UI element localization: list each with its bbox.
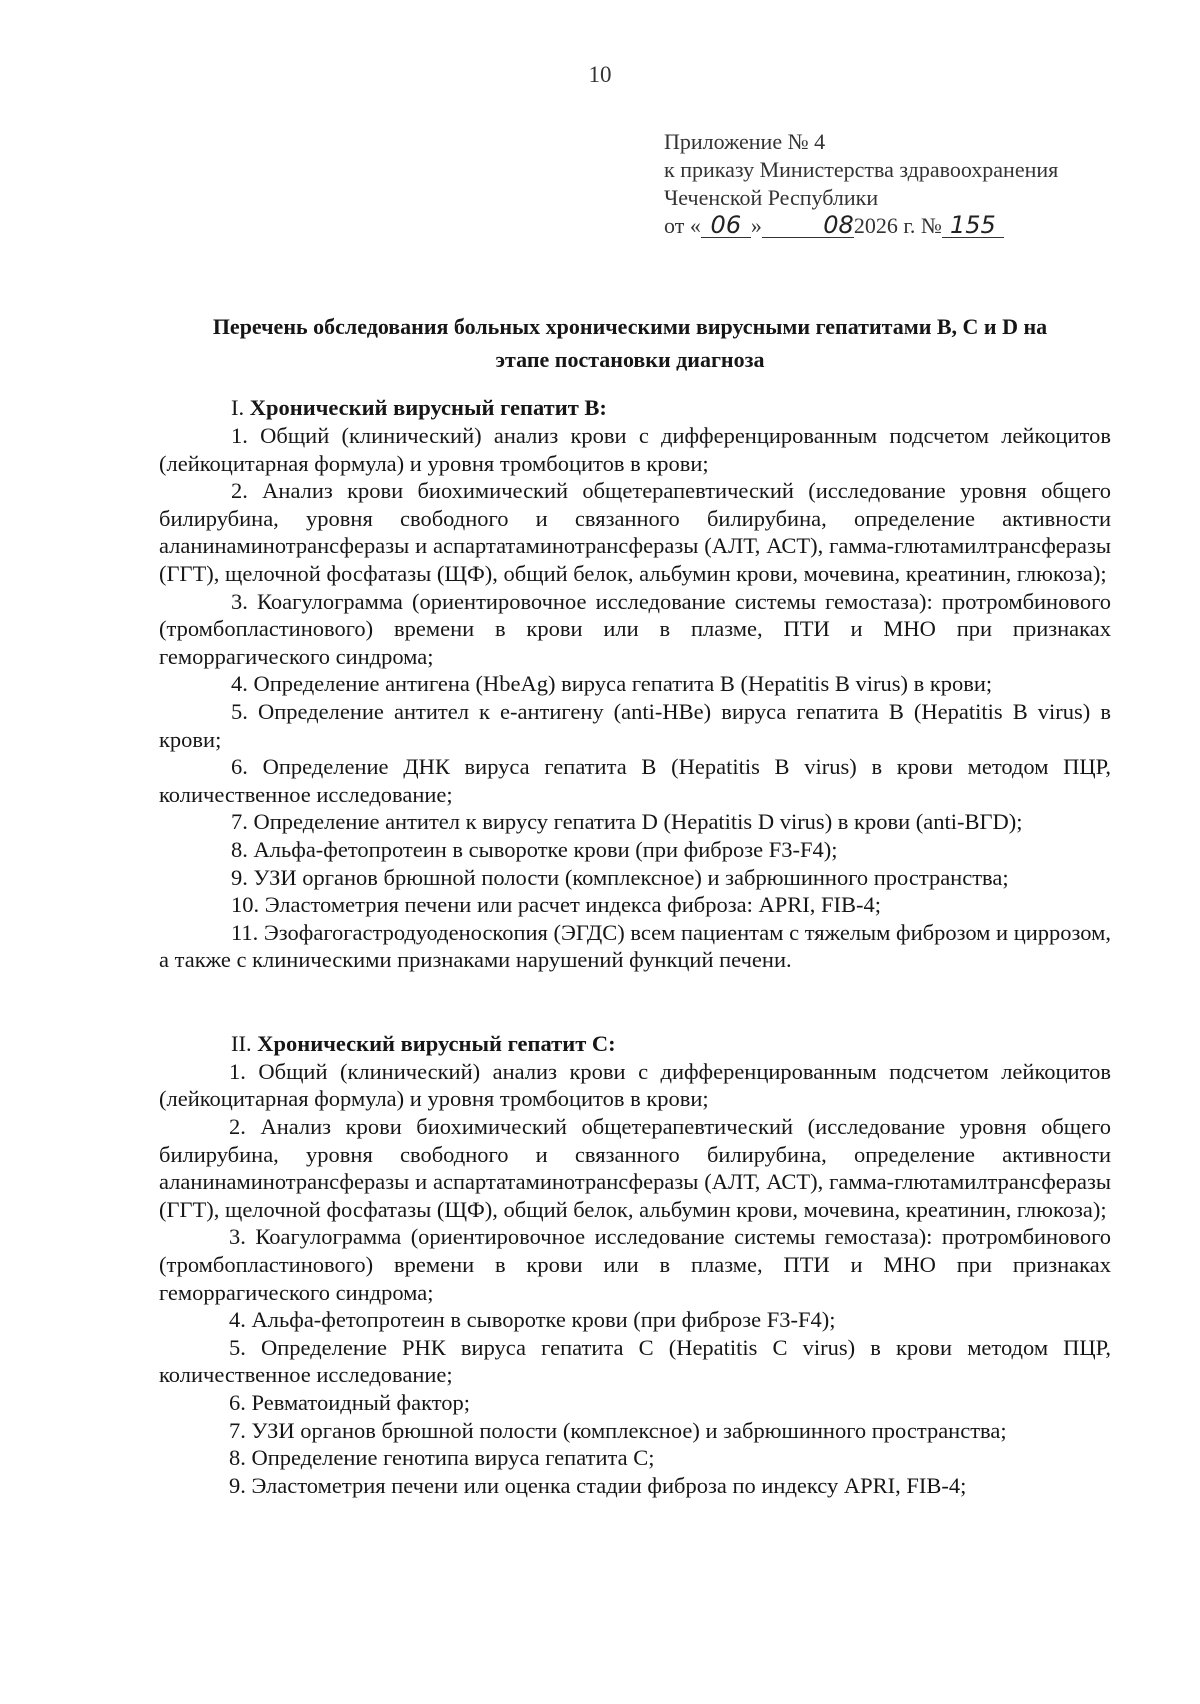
section-2-item-3: 3. Коагулограмма (ориентировочное исследование системы гемостаза): протромбинового (тромбопластинового) времени в крови или в плазме, ПТИ и МНО при признаках геморрагического синдрома; — [159, 1224, 1111, 1305]
section-1-item-10: 10. Эластометрия печени или расчет индекса фиброза: APRI, FIB-4; — [231, 892, 882, 918]
section-2-item-8: 8. Определение генотипа вируса гепатита С; — [229, 1445, 655, 1471]
handwritten-month: 08 — [762, 213, 854, 238]
section-2-item-9: 9. Эластометрия печени или оценка стадии фиброза по индексу APRI, FIB-4; — [229, 1472, 967, 1498]
section-2-item-4: 4. Альфа-фетопротеин в сыворотке крови (при фиброзе F3-F4); — [229, 1307, 836, 1333]
section-1-item-3: 3. Коагулограмма (ориентировочное исследование системы гемостаза): протромбинового (тромбопластинового) времени в крови или в плазме, ПТИ и МНО при признаках геморрагического синдрома; — [159, 588, 1111, 669]
section-1-item-9: 9. УЗИ органов брюшной полости (комплексное) и забрюшинного пространства; — [231, 864, 1009, 890]
section-2-item-2: 2. Анализ крови биохимический общетерапевтический (исследование уровня общего билирубина, уровня свободного и связанного билирубина, определение активности аланинаминотрансферазы и аспартатаминотрансферазы (АЛТ, АСТ), гамма-глютамилтрансферазы (ГГТ), щелочной фосфатазы (ЩФ), общий белок, альбумин крови, мочевина, креатинин, глюкоза); — [159, 1114, 1111, 1222]
appendix-region-line: Чеченской Республики — [664, 185, 879, 210]
section-spacer — [159, 974, 1111, 1030]
handwritten-day: 06 — [701, 213, 751, 238]
section-2 — [159, 1030, 1111, 1500]
document-body — [159, 394, 1111, 1499]
appendix-block — [664, 128, 1058, 240]
page-number: 10 — [588, 62, 612, 87]
section-1-title: Хронический вирусный гепатит В: — [249, 395, 607, 420]
section-1-item-7: 7. Определение антител к вирусу гепатита D (Hepatitis D virus) в крови (anti-ВГD); — [231, 809, 1023, 835]
appendix-order-line: к приказу Министерства здравоохранения — [664, 157, 1059, 182]
section-1-number: I. — [231, 395, 245, 420]
section-1-item-1: 1. Общий (клинический) анализ крови с дифференцированным подсчетом лейкоцитов (лейкоцитарная формула) и уровня тромбоцитов в крови; — [159, 423, 1111, 476]
appendix-date-line — [664, 212, 1058, 240]
section-2-title: Хронический вирусный гепатит С: — [257, 1030, 616, 1056]
section-2-item-5: 5. Определение РНК вируса гепатита С (Hepatitis C virus) в крови методом ПЦР, количественное исследование; — [159, 1334, 1111, 1388]
handwritten-number: 155 — [942, 213, 1004, 238]
section-2-item-6: 6. Ревматоидный фактор; — [229, 1390, 471, 1415]
section-2-item-7: 7. УЗИ органов брюшной полости (комплексное) и забрюшинного пространства; — [229, 1417, 1007, 1443]
section-2-item-1: 1. Общий (клинический) анализ крови с дифференцированным подсчетом лейкоцитов (лейкоцитарная формула) и уровня тромбоцитов в крови; — [159, 1058, 1111, 1112]
appendix-title: Приложение № 4 — [664, 129, 826, 154]
date-mid: » — [750, 213, 762, 238]
section-1-item-2: 2. Анализ крови биохимический общетерапевтический (исследование уровня общего билирубина, уровня свободного и связанного билирубина, определение активности аланинаминотрансферазы и аспартатаминотрансферазы (АЛТ, АСТ), гамма-глютамилтрансферазы (ГГТ), щелочной фосфатазы (ЩФ), общий белок, альбумин крови, мочевина, креатинин, глюкоза); — [159, 478, 1111, 586]
document-title — [150, 310, 1110, 376]
section-2-number: II. — [231, 1030, 252, 1056]
section-1-item-4: 4. Определение антигена (HbeAg) вируса гепатита B (Hepatitis B virus) в крови; — [231, 671, 993, 697]
title-line-2: этапе постановки диагноза — [495, 347, 765, 372]
section-1-item-5: 5. Определение антител к e-антигену (anti-HBe) вируса гепатита B (Hepatitis B virus) в крови; — [159, 698, 1111, 752]
date-prefix: от « — [664, 213, 701, 238]
section-1-item-11: 11. Эзофагогастродуоденоскопия (ЭГДС) всем пациентам с тяжелым фиброзом и циррозом, а также с клиническими признаками нарушений функций печени. — [159, 919, 1111, 973]
title-line-1: Перечень обследования больных хроническими вирусными гепатитами В, С и D на — [212, 314, 1048, 339]
section-1-item-6: 6. Определение ДНК вируса гепатита B (Hepatitis B virus) в крови методом ПЦР, количественное исследование; — [159, 754, 1111, 807]
section-2-heading — [159, 1030, 1111, 1058]
section-1-item-8: 8. Альфа-фетопротеин в сыворотке крови (при фиброзе F3-F4); — [231, 836, 838, 862]
section-1-heading — [159, 394, 1111, 422]
date-year: 2026 г. № — [853, 213, 942, 238]
